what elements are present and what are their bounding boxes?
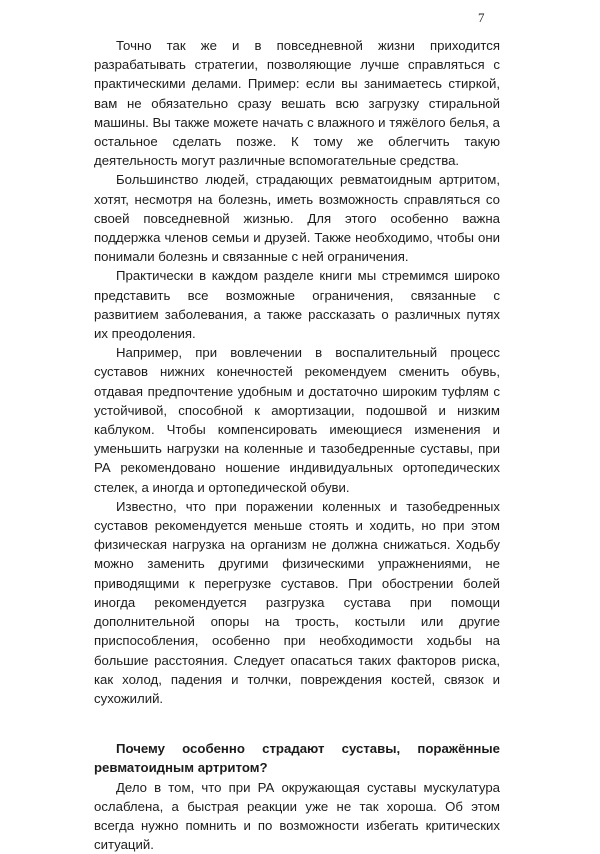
- paragraph-family-support: Большинство людей, страдающих ревматоидным артритом, хотят, несмотря на болезнь, иметь возможность справляться со своей повседневной жизнью. Для этого особенно важна поддержка членов семьи и друзей. Также необходимо, чтобы они понимали болезнь и связанные с ней ограничения.: [94, 172, 500, 265]
- paragraph-strategies: Точно так же и в повседневной жизни приходится разрабатывать стратегии, позволяющие лучше справляться с практическими делами. Пример: если вы занимаетесь стиркой, вам не обязательно сразу вешать всю загрузку стиральной машины. Вы также можете начать с влажного и тяжёлого белья, а остальное сделать позже. К тому же облегчить такую деятельность могут различные вспомогательные средства.: [94, 38, 500, 169]
- paragraph-book-overview: Практически в каждом разделе книги мы стремимся широко представить все возможные ограничения, связанные с развитием заболевания, а также рассказать о различных путях их преодоления.: [94, 268, 500, 342]
- page-body: [94, 36, 500, 854]
- paragraph-footwear: Например, при вовлечении в воспалительный процесс суставов нижних конечностей рекомендуем сменить обувь, отдавая предпочтение удобным и достаточно широким туфлям с устойчивой, способной к амортизации, подошвой и низким каблуком. Чтобы компенсировать имеющиеся изменения и уменьшить нагрузки на коленные и тазобедренные суставы, при РА рекомендовано ношение индивидуальных ортопедических стелек, а иногда и ортопедической обуви.: [94, 345, 500, 495]
- page-number: 7: [478, 10, 485, 25]
- paragraph-joint-load: Известно, что при поражении коленных и тазобедренных суставов рекомендуется меньше стоять и ходить, но при этом физическая нагрузка на организм не должна снижаться. Ходьбу можно заменить другими физическими упражнениями, не приводящими к перегрузке суставов. При обострении болей иногда рекомендуется разгрузка сустава при помощи дополнительной опоры на трость, костыли или другие приспособления, особенно при необходимости ходьбы на большие расстояния. Следует опасаться таких факторов риска, как холод, падения и толчки, повреждения костей, связок и сухожилий.: [94, 498, 500, 706]
- section-heading: Почему особенно страдают суставы, поражённые ревматоидным артритом?: [94, 741, 500, 776]
- paragraph-section-answer: Дело в том, что при РА окружающая суставы мускулатура ослаблена, а быстрая реакции уже не так хороша. Об этом всегда нужно помнить и по возможности избегать критических ситуаций.: [94, 779, 500, 853]
